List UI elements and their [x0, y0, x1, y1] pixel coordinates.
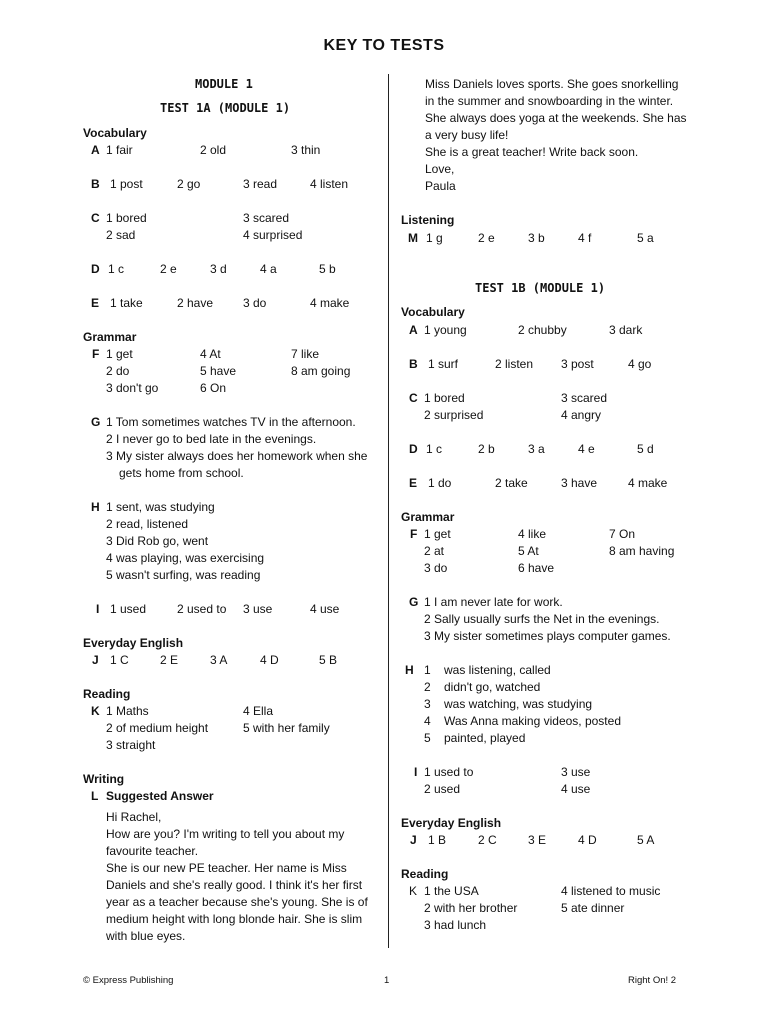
answer-item: 4 Ella — [243, 704, 274, 718]
answer-item: 3 dark — [609, 323, 643, 337]
answer-item: 1 c — [426, 442, 443, 456]
answer-item: 7 like — [291, 347, 320, 361]
answer-item: 2 go — [177, 177, 201, 191]
answer-item: 6 On — [200, 381, 227, 395]
answer-item: 3 scared — [243, 211, 290, 225]
answer-letter: M — [408, 231, 418, 245]
answer-letter: H — [91, 500, 100, 514]
answer-letter: J — [92, 653, 99, 667]
answer-item: 3 do — [243, 296, 267, 310]
answer-number: 4 — [424, 714, 431, 728]
reading-heading: Reading — [83, 687, 131, 701]
answer-item: 1 used to — [424, 765, 474, 779]
answer-letter: B — [409, 357, 418, 371]
answer-item: 6 have — [518, 561, 555, 575]
answer-item: 3 use — [561, 765, 591, 779]
letter-line: medium height with long blonde hair. She is slim — [106, 912, 363, 926]
answer-item: 2 Sally usually surfs the Net in the evenings. — [424, 612, 660, 626]
answer-letter: D — [409, 442, 418, 456]
letter-line: favourite teacher. — [106, 844, 199, 858]
answer-item: 1 Maths — [106, 704, 149, 718]
answer-item: 2 e — [478, 231, 495, 245]
answer-item: 3 d — [210, 262, 227, 276]
answer-item: 3 read — [243, 177, 278, 191]
writing-heading: Writing — [83, 772, 125, 786]
answer-item: 4 surprised — [243, 228, 303, 242]
answer-item: Was Anna making videos, posted — [444, 714, 621, 728]
answer-item: 4 make — [628, 476, 668, 490]
answer-item: 1 c — [108, 262, 125, 276]
answer-item: 1 bored — [106, 211, 147, 225]
vocabulary-heading: Vocabulary — [83, 126, 147, 140]
answer-item: 3 scared — [561, 391, 608, 405]
answer-item: 1 g — [426, 231, 443, 245]
answer-item: 1 sent, was studying — [106, 500, 215, 514]
answer-item: 4 At — [200, 347, 221, 361]
answer-letter: E — [409, 476, 418, 490]
answer-item: 3 do — [424, 561, 448, 575]
answer-item: 3 thin — [291, 143, 321, 157]
answer-item: 1 B — [428, 833, 447, 847]
answer-item: 3 straight — [106, 738, 156, 752]
answer-item: 3 A — [210, 653, 228, 667]
answer-letter: H — [405, 663, 414, 677]
answer-item: 4 make — [310, 296, 350, 310]
answer-item: 2 used to — [177, 602, 227, 616]
answer-item: 1 do — [428, 476, 452, 490]
answer-letter: C — [91, 211, 100, 225]
answer-item: 4 was playing, was exercising — [106, 551, 265, 565]
letter-line: Paula — [425, 179, 456, 193]
answer-letter: D — [91, 262, 100, 276]
letter-line: with blue eyes. — [106, 929, 186, 943]
answer-letter: F — [410, 527, 418, 541]
column-divider — [388, 74, 389, 948]
answer-item: 2 listen — [495, 357, 534, 371]
answer-item: 3 a — [528, 442, 545, 456]
answer-letter: I — [96, 602, 100, 616]
letter-line: She always does yoga at the weekends. She has — [425, 111, 687, 125]
answer-item: 2 e — [160, 262, 177, 276]
answer-letter: K — [409, 884, 418, 898]
answer-item: 2 at — [424, 544, 445, 558]
answer-item: gets home from school. — [119, 466, 244, 480]
answer-item: 5 ate dinner — [561, 901, 625, 915]
answer-item: 4 f — [578, 231, 592, 245]
answer-item: 4 e — [578, 442, 595, 456]
test-1b-heading: TEST 1B (MODULE 1) — [475, 281, 606, 295]
answer-letter: C — [409, 391, 418, 405]
answer-letter: G — [91, 415, 101, 429]
answer-item: 2 b — [478, 442, 495, 456]
answer-item: 1 post — [110, 177, 143, 191]
answer-number: 3 — [424, 697, 431, 711]
answer-item: 2 have — [177, 296, 214, 310]
page-number: 1 — [384, 975, 390, 986]
answer-letter: E — [91, 296, 100, 310]
answer-item: 1 young — [424, 323, 467, 337]
answer-letter: A — [91, 143, 100, 157]
answer-item: 4 listened to music — [561, 884, 661, 898]
answer-number: 1 — [424, 663, 431, 677]
letter-line: Daniels and she's really good. I think it's her first — [106, 878, 363, 892]
page-title: KEY TO TESTS — [323, 37, 445, 54]
answer-item: 3 My sister always does her homework when she — [106, 449, 368, 463]
grammar-heading: Grammar — [401, 510, 455, 524]
answer-item: 5 A — [637, 833, 655, 847]
grammar-heading: Grammar — [83, 330, 137, 344]
listening-heading: Listening — [401, 213, 455, 227]
letter-line: a very busy life! — [425, 128, 509, 142]
test-1a-heading: TEST 1A (MODULE 1) — [160, 101, 291, 115]
everyday-english-heading: Everyday English — [83, 636, 184, 650]
module-heading: MODULE 1 — [195, 77, 253, 91]
reading-heading: Reading — [401, 867, 449, 881]
answer-item: 2 old — [200, 143, 227, 157]
answer-letter: G — [409, 595, 419, 609]
answer-item: 3 have — [561, 476, 598, 490]
answer-item: 5 a — [637, 231, 654, 245]
letter-line: Hi Rachel, — [106, 810, 162, 824]
answer-item: 4 use — [561, 782, 591, 796]
answer-item: 1 get — [106, 347, 133, 361]
answer-item: 5 wasn't surfing, was reading — [106, 568, 261, 582]
answer-item: 1 I am never late for work. — [424, 595, 563, 609]
answer-item: 5 B — [319, 653, 338, 667]
answer-item: 2 chubby — [518, 323, 567, 337]
answer-item: 2 C — [478, 833, 497, 847]
answer-item: 1 bored — [424, 391, 465, 405]
answer-item: 2 I never go to bed late in the evenings. — [106, 432, 317, 446]
answer-item: 4 D — [260, 653, 279, 667]
letter-line: She is our new PE teacher. Her name is Miss — [106, 861, 347, 875]
answer-item: 3 My sister sometimes plays computer games. — [424, 629, 671, 643]
answer-item: 4 go — [628, 357, 652, 371]
answer-item: 1 fair — [106, 143, 133, 157]
answer-item: 4 like — [518, 527, 547, 541]
answer-letter: L — [91, 789, 99, 803]
letter-line: year as a teacher because she's young. She is of — [106, 895, 368, 909]
answer-item: 3 had lunch — [424, 918, 487, 932]
answer-item: 2 E — [160, 653, 179, 667]
footer-book-title: Right On! 2 — [628, 975, 677, 986]
answer-item: 5 d — [637, 442, 654, 456]
answer-item: 5 At — [518, 544, 539, 558]
vocabulary-heading: Vocabulary — [401, 305, 465, 319]
answer-item: was watching, was studying — [444, 697, 593, 711]
answer-item: 3 post — [561, 357, 594, 371]
answer-item: 2 sad — [106, 228, 136, 242]
answer-item: 1 get — [424, 527, 451, 541]
answer-item: 2 read, listened — [106, 517, 189, 531]
letter-line: in the summer and snowboarding in the winter. — [425, 94, 674, 108]
answer-letter: I — [414, 765, 418, 779]
answer-item: 3 Did Rob go, went — [106, 534, 209, 548]
answer-number: 2 — [424, 680, 431, 694]
answer-item: 4 a — [260, 262, 277, 276]
answer-item: 1 surf — [428, 357, 459, 371]
answer-item: 3 b — [528, 231, 545, 245]
answer-letter: A — [409, 323, 418, 337]
answer-item: 8 am going — [291, 364, 351, 378]
footer-copyright: © Express Publishing — [83, 975, 174, 986]
answer-item: 5 with her family — [243, 721, 330, 735]
answer-item: 2 do — [106, 364, 130, 378]
letter-line: How are you? I'm writing to tell you about my — [106, 827, 345, 841]
letter-line: Miss Daniels loves sports. She goes snorkelling — [425, 77, 679, 91]
answer-item: 8 am having — [609, 544, 675, 558]
answer-item: 4 listen — [310, 177, 349, 191]
answer-letter: B — [91, 177, 100, 191]
answer-item: 5 have — [200, 364, 237, 378]
answer-item: 4 D — [578, 833, 597, 847]
answer-item: 1 take — [110, 296, 143, 310]
answer-item: 2 used — [424, 782, 461, 796]
answer-item: 2 with her brother — [424, 901, 518, 915]
answer-item: 1 Tom sometimes watches TV in the afternoon. — [106, 415, 356, 429]
answer-item: 2 take — [495, 476, 528, 490]
answer-item: 1 the USA — [424, 884, 479, 898]
answer-letter: F — [92, 347, 100, 361]
answer-item: 4 use — [310, 602, 340, 616]
answer-item: 4 angry — [561, 408, 602, 422]
answer-item: 2 of medium height — [106, 721, 209, 735]
answer-item: 7 On — [609, 527, 636, 541]
everyday-english-heading: Everyday English — [401, 816, 502, 830]
suggested-answer-label: Suggested Answer — [106, 789, 214, 803]
answer-item: 1 C — [110, 653, 129, 667]
answer-item: was listening, called — [444, 663, 551, 677]
answer-item: 3 don't go — [106, 381, 159, 395]
answer-number: 5 — [424, 731, 431, 745]
answer-item: 2 surprised — [424, 408, 484, 422]
answer-letter: J — [410, 833, 417, 847]
answer-letter: K — [91, 704, 100, 718]
answer-item: 3 use — [243, 602, 273, 616]
answer-item: 3 E — [528, 833, 547, 847]
letter-line: Love, — [425, 162, 455, 176]
answer-item: 5 b — [319, 262, 336, 276]
answer-item: painted, played — [444, 731, 526, 745]
answer-item: 1 used — [110, 602, 147, 616]
answer-item: didn't go, watched — [444, 680, 541, 694]
letter-line: She is a great teacher! Write back soon. — [425, 145, 639, 159]
